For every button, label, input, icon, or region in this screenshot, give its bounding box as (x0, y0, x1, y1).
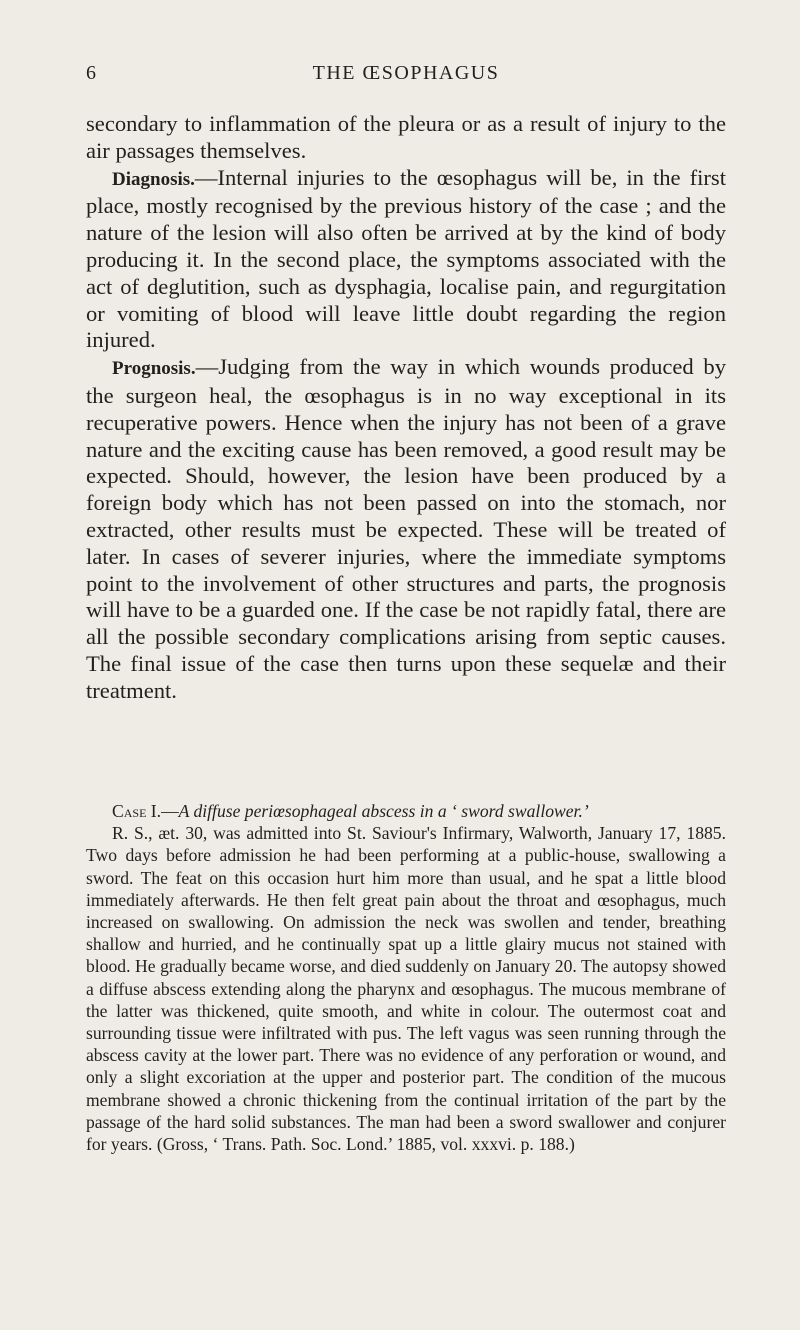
case-title: A diffuse periœsophageal abscess in a ‘ sword swallower.’ (178, 801, 589, 821)
running-head (86, 62, 726, 86)
diagnosis-text: —Internal injuries to the œsophagus will be, in the first place, mostly recognised by the previous history of the case ; and the nature of the lesion will also often be arrived at by the kind of body producing it. In the second place, the symptoms associated with the act of deglutition, such as dysphagia, localise pain, and regurgitation or vomiting of blood will leave little doubt regarding the region injured. (86, 164, 726, 353)
running-title: THE ŒSOPHAGUS (312, 62, 500, 84)
diagnosis-heading: Diagnosis. (112, 168, 195, 190)
prognosis-heading: Prognosis. (112, 358, 196, 380)
prognosis-text: —Judging from the way in which wounds produced by the surgeon heal, the œsophagus is in no way exceptional in its recuperative powers. Hence when the injury has not been of a grave nature and the exciting cause has been removed, a good result may be expected. Should, however, the lesion have been produced by a foreign body which has not been passed on into the stomach, nor extracted, other results must be expected. These will be treated of later. In cases of severer injuries, where the immediate symptoms point to the involvement of other structures and parts, the prognosis will have to be a guarded one. If the case be not rapidly fatal, there are all the possible secondary complications arising from septic causes. The final issue of the case then turns upon these sequelæ and their treatment. (86, 354, 726, 703)
main-text (86, 111, 726, 705)
page-number: 6 (86, 62, 98, 84)
case-dash: — (161, 801, 179, 821)
case-label: Case I. (112, 801, 162, 821)
case-heading (86, 800, 726, 822)
diagnosis-paragraph (86, 165, 726, 355)
prognosis-paragraph (86, 354, 726, 704)
case-text: R. S., æt. 30, was admitted into St. Saviour's Infirmary, Walworth, January 17, 1885. Two days before admission he had been performing at a public-house, swallowing a sword. The feat on this occasion hurt him more than usual, and he spat a little blood immediately afterwards. He then felt great pain about the throat and œsophagus, much increased on swallowing. On admission the neck was swollen and tender, breathing shallow and hurried, and he continually spat up a little glairy mucus not stained with blood. He gradually became worse, and died suddenly on January 20. The autopsy showed a diffuse abscess extending along the pharynx and œsophagus. The mucous membrane of the latter was thickened, quite smooth, and white in colour. The outermost coat and surrounding tissue were infiltrated with pus. The left vagus was seen running through the abscess cavity at the lower part. There was no evidence of any perforation or wound, and only a slight excoriation at the upper and posterior part. The condition of the mucous membrane showed a chronic thickening from the continual irritation of the part by the passage of the hard solid substances. The man had been a sword swallower and conjurer for years. (Gross, ‘ Trans. Path. Soc. Lond.’ 1885, vol. xxxvi. p. 188.) (86, 823, 726, 1155)
continuation-paragraph: secondary to inflammation of the pleura or as a result of injury to the air passages themselves. (86, 111, 726, 163)
case-report (86, 800, 726, 1155)
